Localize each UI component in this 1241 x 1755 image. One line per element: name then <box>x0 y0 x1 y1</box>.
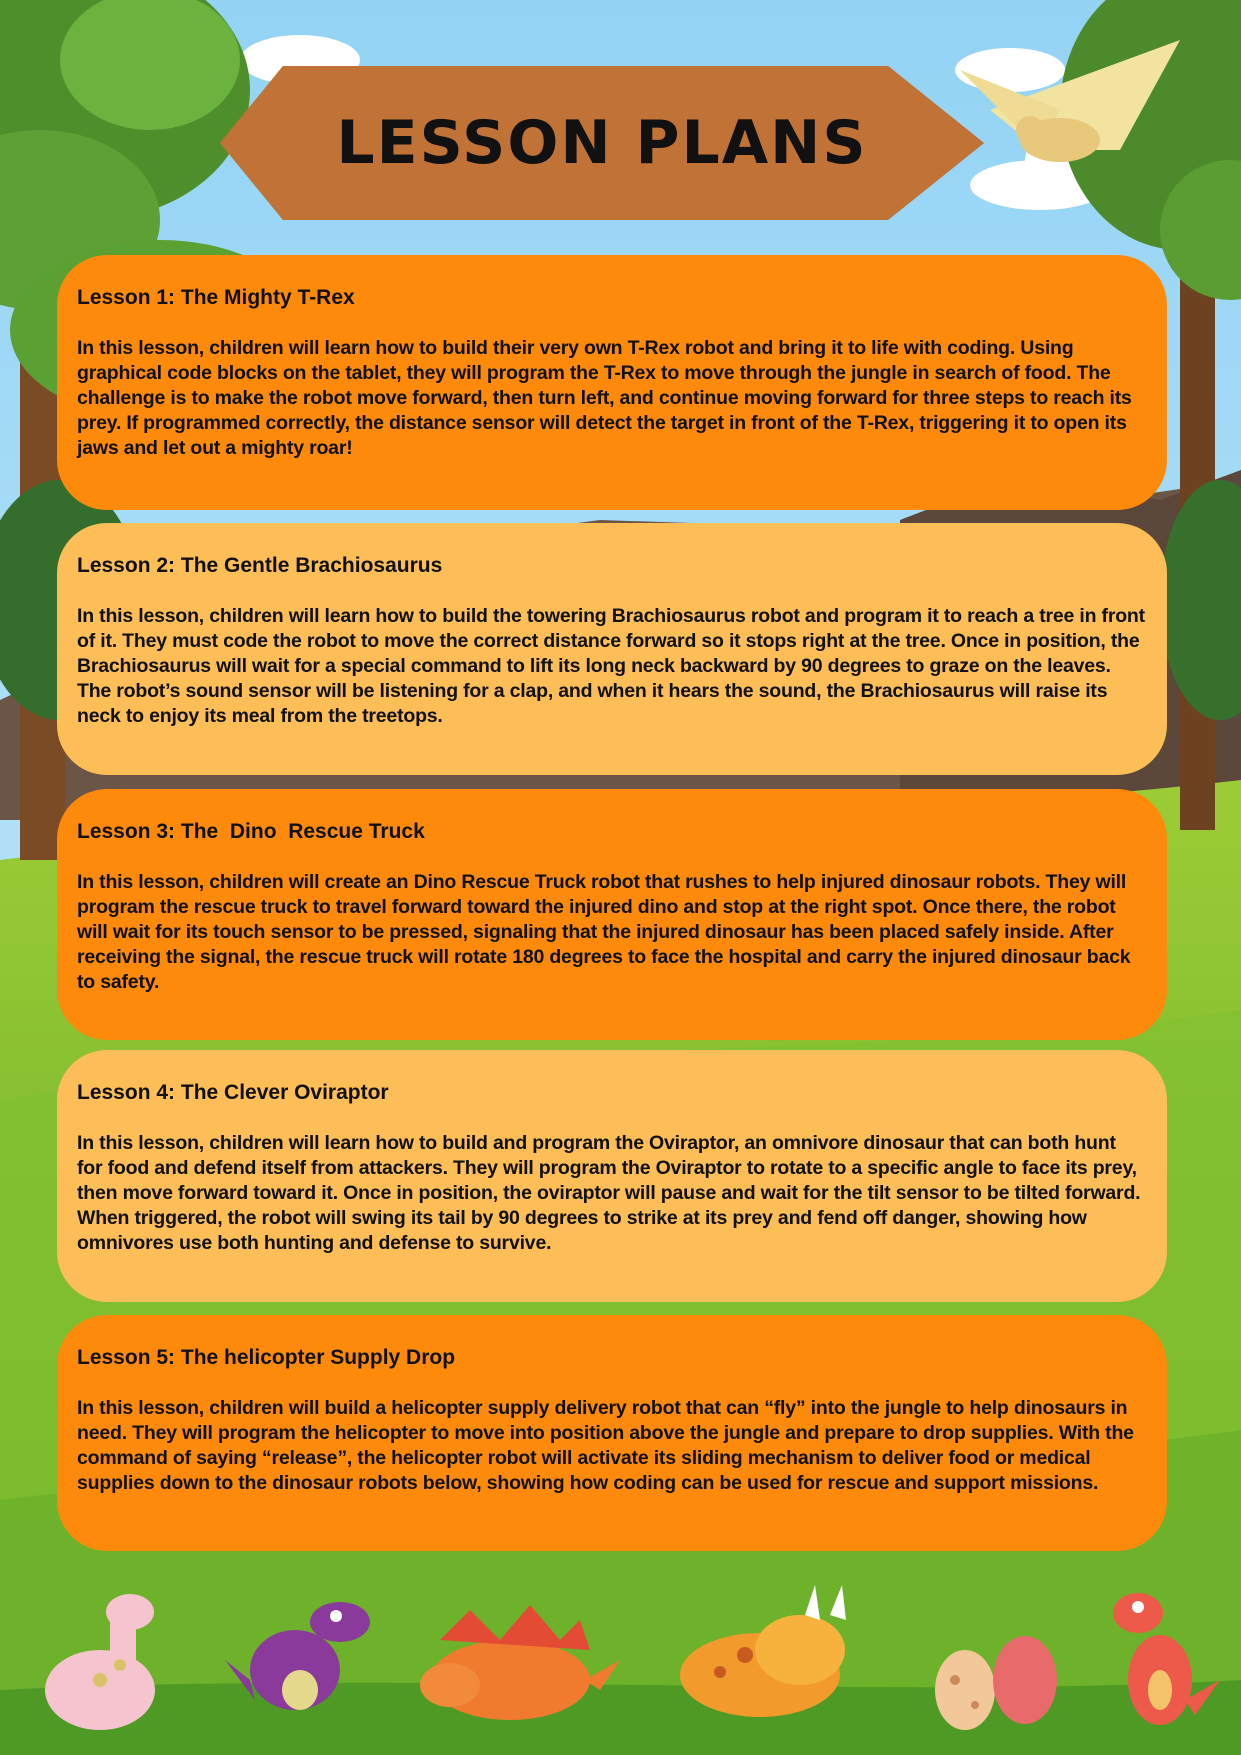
lesson-card-2 <box>57 523 1167 775</box>
lesson-title: Lesson 1: The Mighty T-Rex <box>77 286 355 309</box>
lesson-card-3 <box>57 789 1167 1040</box>
lesson-title: Lesson 4: The Clever Oviraptor <box>77 1081 389 1104</box>
lesson-body: In this lesson, children will build a helicopter supply delivery robot that can “fly” into the jungle to help dinosaurs in need. They will program the helicopter to move into position above the jungle and prepare to drop supplies. With the command of saying “release”, the helicopter robot will activate its sliding mechanism to deliver food or medical supplies down to the dinosaur robots below, showing how coding can be used for rescue and support missions. <box>77 1397 1134 1495</box>
lesson-body: In this lesson, children will learn how to build their very own T-Rex robot and bring it to life with coding. Using graphical code blocks on the tablet, they will program the T-Rex to move through the jungle in search of food. The challenge is to make the robot move forward, then turn left, and continue moving forward for three steps to reach its prey. If programmed correctly, the distance sensor will detect the target in front of the T-Rex, triggering it to open its jaws and let out a mighty roar! <box>77 337 1132 460</box>
page-title: LESSON PLANS <box>336 108 868 178</box>
lesson-title: Lesson 5: The helicopter Supply Drop <box>77 1346 456 1369</box>
lesson-title: Lesson 2: The Gentle Brachiosaurus <box>77 554 443 577</box>
lesson-card-4 <box>57 1050 1167 1302</box>
lesson-title: Lesson 3: The Dino Rescue Truck <box>77 820 425 843</box>
lesson-card-1 <box>57 255 1167 510</box>
lesson-body: In this lesson, children will learn how to build the towering Brachiosaurus robot and program it to reach a tree in front of it. They must code the robot to move the correct distance forward so it stops right at the tree. Once in position, the Brachiosaurus will wait for a special command to lift its long neck backward by 90 degrees to graze on the leaves. The robot’s sound sensor will be listening for a clap, and when it hears the sound, the Brachiosaurus will raise its neck to enjoy its meal from the treetops. <box>77 605 1145 728</box>
lesson-body: In this lesson, children will learn how to build and program the Oviraptor, an omnivore dinosaur that can both hunt for food and defend itself from attackers. They will program the Oviraptor to rotate to a specific angle to face its prey, then move forward toward it. Once in position, the oviraptor will pause and wait for the tilt sensor to be tilted forward. When triggered, the robot will swing its tail by 90 degrees to strike at its prey and fend off danger, showing how omnivores use both hunting and defense to survive. <box>77 1132 1141 1255</box>
lesson-card-5 <box>57 1315 1167 1551</box>
lesson-body: In this lesson, children will create an Dino Rescue Truck robot that rushes to help injured dinosaur robots. They will program the rescue truck to travel forward toward the injured dino and stop at the right spot. Once there, the robot will wait for its touch sensor to be pressed, signaling that the injured dinosaur has been placed safely inside. After receiving the signal, the rescue truck will rotate 180 degrees to face the hospital and carry the injured dinosaur back to safety. <box>77 871 1131 994</box>
